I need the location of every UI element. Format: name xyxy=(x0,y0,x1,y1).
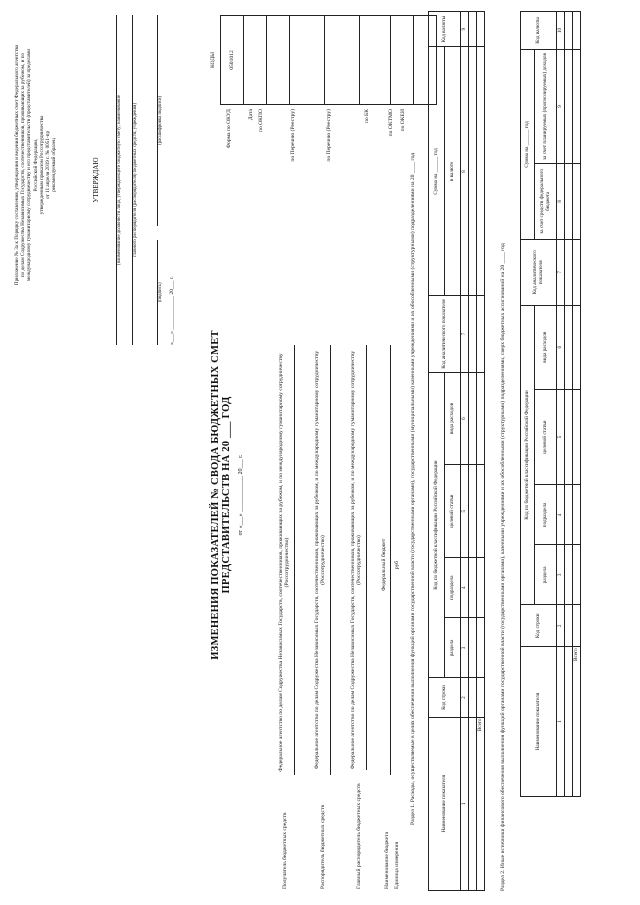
approval-date: «___» ____________ 20___ г. xyxy=(168,276,175,345)
budget-label: Наименование бюджета xyxy=(384,831,390,889)
s1-col-sum: Сумма на ______ год xyxy=(429,47,445,296)
s1-num: 3 xyxy=(461,618,469,678)
s2-num: 10 xyxy=(557,12,565,50)
s1-col-sum-sub: в валюте xyxy=(445,47,461,296)
s1-num: 2 xyxy=(461,678,469,717)
s1-col-target: целевой статьи xyxy=(445,465,461,558)
s1-col-analytic: Код аналитического показателя xyxy=(429,296,461,372)
codes-bk-value xyxy=(360,16,391,105)
s2-col-budget-class: Код по бюджетной классификации Российской Федерации xyxy=(521,305,535,605)
budget-line xyxy=(390,345,391,775)
unit-label: Единица измерения xyxy=(394,841,400,889)
s1-number-row xyxy=(461,12,469,891)
s2-num: 3 xyxy=(557,545,565,605)
codes-heading: КОДЫ xyxy=(210,51,216,69)
title-line-1: ИЗМЕНЕНИЯ ПОКАЗАТЕЛЕЙ № СВОДА БЮДЖЕТНЫХ СМЕТ xyxy=(210,330,221,660)
manager-line xyxy=(330,345,331,775)
s2-num: 8 xyxy=(557,163,565,239)
s2-col-section: раздела xyxy=(535,545,557,605)
approval-position-line xyxy=(104,15,117,345)
codes-label-bk: по БК xyxy=(364,109,370,124)
s2-col-currency-code: Код валюты xyxy=(521,12,557,50)
codes-oktmo-value xyxy=(391,16,414,105)
s1-col-expense: вида расходов xyxy=(445,372,461,465)
chief-line xyxy=(366,345,367,770)
s1-num: 7 xyxy=(461,296,469,372)
s2-number-row xyxy=(557,12,565,797)
s1-col-budget-class: Код по бюджетной классификации Российской Федерации xyxy=(429,372,445,678)
title-date: от «___» ____________ 20___ г. xyxy=(238,454,244,536)
s2-col-expense: вида расходов xyxy=(535,305,557,389)
approval-heading: УТВЕРЖДАЮ xyxy=(92,157,100,203)
appendix-note xyxy=(14,15,58,315)
s2-total-label: Всего xyxy=(573,647,581,797)
chief-value: Федеральное агентство по делам Содружества Независимых Государств, соотечественников, проживающих за рубежом, и по международному гуманитарному сотрудничеству (Россотрудничество) xyxy=(350,350,363,770)
approval-signature-line xyxy=(149,240,158,345)
codes-table xyxy=(206,15,437,105)
s1-num: 1 xyxy=(461,717,469,890)
approval-org-line xyxy=(122,15,133,345)
s2-col-subsection: подраздела xyxy=(535,485,557,545)
table-row xyxy=(565,12,573,797)
s2-col-sum-income: за счет планируемых (прогнозируемых) доходов xyxy=(535,50,557,164)
s1-col-section: раздела xyxy=(445,618,461,678)
document-title xyxy=(210,285,245,705)
s1-num: 8 xyxy=(461,47,469,296)
appendix-line: Российской Федерации, xyxy=(32,138,39,192)
s2-num: 2 xyxy=(557,605,565,647)
approval-caption-position: (наименование должности лица, утверждающего бюджетную смету; наименование xyxy=(117,94,123,266)
recipient-label: Получатель бюджетных средств xyxy=(282,812,288,889)
section2-title: Раздел 2. Иные источники финансового обеспечения выполнения функций органами государственной власти (государственными органами), казенными учреждениями и их обособленными (структурными) подразделениями, сверх бюджетных ассигнований на 20 ____ год xyxy=(500,243,506,891)
s2-col-analytic: Код аналитического показателя xyxy=(521,239,557,305)
appendix-line: по делам Содружества Независимых Государств, соотечественников, проживающих за рубежом, и по xyxy=(20,52,27,278)
codes-date-value xyxy=(244,16,267,105)
s2-num: 6 xyxy=(557,305,565,389)
s1-num: 4 xyxy=(461,557,469,617)
codes-label-oktmo: по ОКТМО xyxy=(388,109,394,137)
s2-col-target: целевой статьи xyxy=(535,389,557,485)
s1-col-currency-code: Код валюты xyxy=(429,12,461,47)
appendix-line: утвержденным приказом Россотрудничества xyxy=(38,115,45,215)
appendix-line: рекомендуемый образец xyxy=(51,138,58,192)
codes-label-register1: по Перечню (Реестру) xyxy=(290,109,296,162)
s2-col-sum: Сумма на ______ год xyxy=(521,50,535,240)
s2-num: 9 xyxy=(557,50,565,164)
s1-total-label: Всего xyxy=(477,717,485,890)
s2-col-name: Наименование показателя xyxy=(521,647,557,797)
s1-num: 5 xyxy=(461,465,469,558)
s2-num: 7 xyxy=(557,239,565,305)
codes-label-okei: по ОКЕИ xyxy=(400,109,406,132)
s2-col-sum-federal: за счет средств федерального бюджета xyxy=(535,163,557,239)
codes-register2-value xyxy=(325,16,360,105)
appendix-line: от 11 апреля 2019 г. № 0051-пр xyxy=(45,130,52,200)
approval-block xyxy=(92,15,175,345)
s1-col-subsection: подраздела xyxy=(445,557,461,617)
codes-okpo-value xyxy=(267,16,290,105)
section1-table xyxy=(428,11,485,891)
s2-total-row xyxy=(573,12,581,797)
s1-num: 9 xyxy=(461,12,469,47)
unit-value: руб xyxy=(394,560,400,570)
s1-col-line: Код строки xyxy=(429,678,461,717)
recipient-line xyxy=(294,345,295,775)
s1-num: 6 xyxy=(461,372,469,465)
recipient-value: Федеральное агентство по делам Содружества Независимых Государств, соотечественников, проживающих за рубежом, и по международному гуманитарному сотрудничеству (Россотрудничество) xyxy=(278,353,291,772)
title-line-2: ПРЕДСТАВИТЕЛЬСТВ НА 20 ___ ГОД xyxy=(221,396,232,594)
codes-label-okpo: по ОКПО xyxy=(258,109,264,133)
s1-col-name: Наименование показателя xyxy=(429,717,461,890)
approval-caption-name: (расшифровка подписи) xyxy=(157,95,163,145)
approval-caption-signature: (подпись) xyxy=(157,282,163,303)
s1-total-row xyxy=(477,12,485,891)
chief-label: Главный распорядитель бюджетных средств xyxy=(356,783,362,889)
codes-register1-value xyxy=(290,16,325,105)
s2-num: 4 xyxy=(557,485,565,545)
codes-label-register2: по Перечню (Реестру) xyxy=(326,109,332,162)
approval-name-line xyxy=(149,15,158,226)
codes-okud-value: 0501012 xyxy=(221,16,244,105)
table-row xyxy=(469,12,477,891)
section1-title: Раздел 1. Расходы, осуществляемые в целях обеспечения выполнения функций органами государственной власти (государственными органами), государственными (муниципальными) казенными учреждениями и их обособленными (структурными) подразделениями на 20 ____ год xyxy=(410,152,416,825)
manager-value: Федеральное агентство по делам Содружества Независимых Государств, соотечественников, проживающих за рубежом, и по международному гуманитарному сотрудничеству (Россотрудничество) xyxy=(314,350,327,770)
appendix-line: международному гуманитарному сотрудничеству и его представительств (представителей) за пределами xyxy=(26,49,33,281)
appendix-line: Приложение № 3а к Порядку составления, утверждения и ведения бюджетных смет Федерального агентства xyxy=(14,44,20,286)
budget-value: Федеральный бюджет xyxy=(381,538,387,592)
approval-caption-org: главного распорядителя (распорядителя) бюджетных средств; учреждения) xyxy=(133,103,139,257)
s2-num: 1 xyxy=(557,647,565,797)
codes-label-date: Дата xyxy=(248,109,254,121)
manager-label: Распорядитель бюджетных средств xyxy=(320,804,326,889)
section2-table xyxy=(520,11,581,797)
codes-label-okud: Форма по ОКУД xyxy=(226,109,232,149)
s2-col-line: Код строки xyxy=(521,605,557,647)
s2-num: 5 xyxy=(557,389,565,485)
